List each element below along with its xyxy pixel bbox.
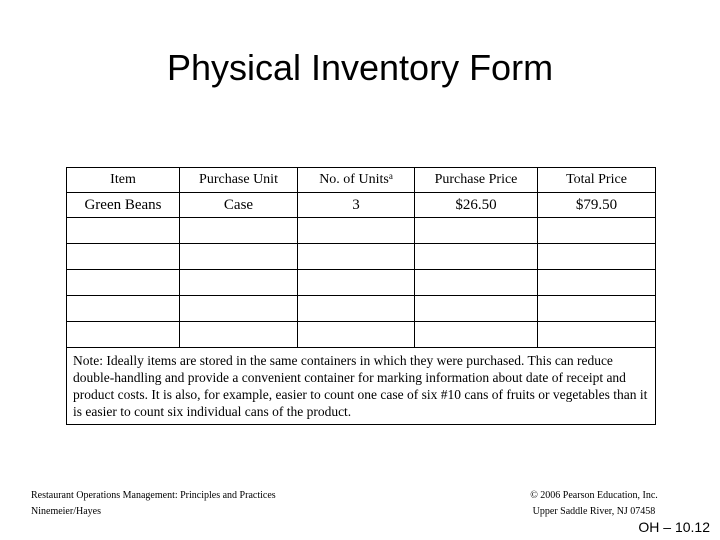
blank-table-row (67, 218, 656, 244)
header-purchase-price: Purchase Price (415, 168, 538, 193)
blank-cell (298, 270, 415, 296)
blank-cell (415, 218, 538, 244)
blank-cell (538, 218, 656, 244)
blank-table-row (67, 322, 656, 348)
footer-publisher-info (460, 488, 720, 520)
blank-cell (298, 218, 415, 244)
cell-no-of-units: 3 (298, 193, 415, 218)
header-no-of-units-label: No. of Units (319, 172, 389, 187)
cell-purchase-unit: Case (180, 193, 298, 218)
blank-cell (298, 322, 415, 348)
table-row (67, 193, 656, 218)
inventory-table (66, 167, 656, 425)
table-note: Note: Ideally items are stored in the same containers in which they were purchased. This can reduce double-handling and provide a convenient container for marking information about date of receipt and product costs. It is also, for example, easier to count one case of six #10 cans of fruits or vegetables than it is easier to count six individual cans of the product. (67, 348, 656, 425)
blank-cell (415, 296, 538, 322)
footer-location: Upper Saddle River, NJ 07458 (532, 506, 656, 517)
blank-cell (67, 218, 180, 244)
blank-cell (538, 322, 656, 348)
cell-total-price: $79.50 (538, 193, 656, 218)
blank-table-row (67, 270, 656, 296)
blank-cell (67, 296, 180, 322)
blank-cell (67, 244, 180, 270)
cell-purchase-price: $26.50 (415, 193, 538, 218)
blank-cell (538, 270, 656, 296)
blank-cell (180, 296, 298, 322)
header-item: Item (67, 168, 180, 193)
blank-cell (415, 322, 538, 348)
blank-cell (415, 270, 538, 296)
blank-cell (180, 270, 298, 296)
header-total-price: Total Price (538, 168, 656, 193)
footer-book-title: Restaurant Operations Management: Principles and Practices (31, 490, 276, 501)
blank-cell (415, 244, 538, 270)
blank-table-row (67, 244, 656, 270)
blank-cell (180, 218, 298, 244)
blank-cell (298, 296, 415, 322)
blank-cell (180, 244, 298, 270)
header-no-of-units (298, 168, 415, 193)
header-purchase-unit: Purchase Unit (180, 168, 298, 193)
blank-cell (298, 244, 415, 270)
blank-table-row (67, 296, 656, 322)
footer-book-info (31, 488, 276, 520)
blank-cell (67, 270, 180, 296)
footer-authors: Ninemeier/Hayes (31, 506, 101, 517)
blank-cell (538, 296, 656, 322)
slide-number: OH – 10.12 (638, 519, 710, 535)
footnote-mark: a (388, 171, 393, 181)
footer-copyright: © 2006 Pearson Education, Inc. (530, 490, 658, 501)
table-header-row (67, 168, 656, 193)
blank-cell (538, 244, 656, 270)
cell-item: Green Beans (67, 193, 180, 218)
page-title: Physical Inventory Form (166, 47, 554, 88)
table-note-row (67, 348, 656, 425)
blank-cell (180, 322, 298, 348)
blank-cell (67, 322, 180, 348)
